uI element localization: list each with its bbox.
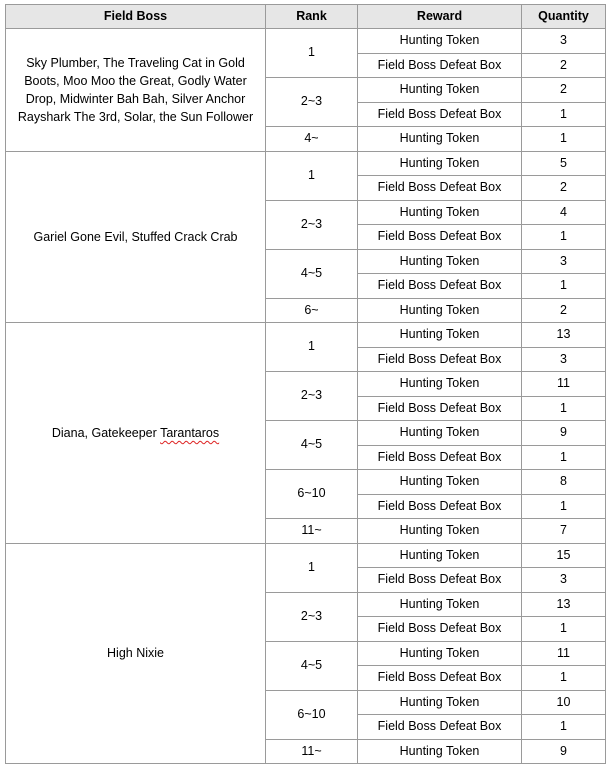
rank-cell: 4~5: [266, 249, 358, 298]
reward-cell: Hunting Token: [358, 200, 522, 225]
quantity-cell: 1: [522, 127, 606, 152]
rank-cell: 6~10: [266, 470, 358, 519]
quantity-cell: 1: [522, 715, 606, 740]
reward-cell: Field Boss Defeat Box: [358, 666, 522, 691]
reward-cell: Hunting Token: [358, 641, 522, 666]
quantity-cell: 8: [522, 470, 606, 495]
quantity-cell: 1: [522, 494, 606, 519]
reward-cell: Field Boss Defeat Box: [358, 568, 522, 593]
reward-cell: Hunting Token: [358, 421, 522, 446]
table-row: [6, 29, 606, 54]
quantity-cell: 10: [522, 690, 606, 715]
header-quantity: Quantity: [522, 5, 606, 29]
rank-cell: 2~3: [266, 592, 358, 641]
reward-cell: Hunting Token: [358, 592, 522, 617]
quantity-cell: 1: [522, 666, 606, 691]
reward-cell: Field Boss Defeat Box: [358, 176, 522, 201]
rank-cell: 4~5: [266, 641, 358, 690]
rank-cell: 1: [266, 543, 358, 592]
quantity-cell: 11: [522, 372, 606, 397]
reward-cell: Field Boss Defeat Box: [358, 396, 522, 421]
reward-cell: Hunting Token: [358, 323, 522, 348]
quantity-cell: 2: [522, 298, 606, 323]
reward-cell: Hunting Token: [358, 690, 522, 715]
field-boss-name: High Nixie: [107, 646, 164, 661]
quantity-cell: 4: [522, 200, 606, 225]
reward-cell: Hunting Token: [358, 127, 522, 152]
rank-cell: 4~: [266, 127, 358, 152]
header-field-boss: Field Boss: [6, 5, 266, 29]
rank-cell: 6~10: [266, 690, 358, 739]
quantity-cell: 3: [522, 347, 606, 372]
quantity-cell: 2: [522, 78, 606, 103]
reward-cell: Hunting Token: [358, 543, 522, 568]
quantity-cell: 1: [522, 225, 606, 250]
reward-cell: Field Boss Defeat Box: [358, 347, 522, 372]
quantity-cell: 9: [522, 421, 606, 446]
quantity-cell: 2: [522, 176, 606, 201]
rank-cell: 11~: [266, 519, 358, 544]
reward-cell: Field Boss Defeat Box: [358, 494, 522, 519]
quantity-cell: 3: [522, 249, 606, 274]
reward-cell: Hunting Token: [358, 372, 522, 397]
spellcheck-flagged-word: Tarantaros: [160, 425, 220, 440]
rank-cell: 1: [266, 323, 358, 372]
reward-cell: Field Boss Defeat Box: [358, 53, 522, 78]
reward-cell: Hunting Token: [358, 151, 522, 176]
reward-cell: Hunting Token: [358, 29, 522, 54]
field-boss-name: Gariel Gone Evil, Stuffed Crack Crab: [33, 229, 238, 244]
field-boss-name: Diana, Gatekeeper: [51, 425, 161, 440]
table-row: [6, 151, 606, 176]
quantity-cell: 1: [522, 274, 606, 299]
quantity-cell: 13: [522, 323, 606, 348]
rank-cell: 6~: [266, 298, 358, 323]
reward-cell: Field Boss Defeat Box: [358, 445, 522, 470]
header-reward: Reward: [358, 5, 522, 29]
quantity-cell: 7: [522, 519, 606, 544]
quantity-cell: 1: [522, 396, 606, 421]
rank-cell: 2~3: [266, 372, 358, 421]
reward-cell: Field Boss Defeat Box: [358, 274, 522, 299]
reward-cell: Field Boss Defeat Box: [358, 715, 522, 740]
field-boss-cell: [6, 543, 266, 764]
field-boss-name: Sky Plumber, The Traveling Cat in Gold Boots, Moo Moo the Great, Godly Water Drop, Midwinter Bah Bah, Silver Anchor Rayshark The 3rd, Solar, the Sun Follower: [17, 55, 254, 124]
quantity-cell: 13: [522, 592, 606, 617]
quantity-cell: 1: [522, 617, 606, 642]
quantity-cell: 5: [522, 151, 606, 176]
quantity-cell: 2: [522, 53, 606, 78]
field-boss-reward-table: [5, 4, 606, 764]
reward-cell: Hunting Token: [358, 739, 522, 764]
reward-cell: Field Boss Defeat Box: [358, 102, 522, 127]
quantity-cell: 11: [522, 641, 606, 666]
table-row: [6, 323, 606, 348]
reward-cell: Hunting Token: [358, 249, 522, 274]
reward-cell: Hunting Token: [358, 519, 522, 544]
rank-cell: 4~5: [266, 421, 358, 470]
table-row: [6, 543, 606, 568]
quantity-cell: 15: [522, 543, 606, 568]
quantity-cell: 3: [522, 29, 606, 54]
rank-cell: 1: [266, 29, 358, 78]
reward-cell: Hunting Token: [358, 298, 522, 323]
reward-cell: Hunting Token: [358, 78, 522, 103]
rank-cell: 1: [266, 151, 358, 200]
quantity-cell: 9: [522, 739, 606, 764]
rank-cell: 11~: [266, 739, 358, 764]
header-rank: Rank: [266, 5, 358, 29]
rank-cell: 2~3: [266, 200, 358, 249]
reward-cell: Field Boss Defeat Box: [358, 225, 522, 250]
quantity-cell: 1: [522, 102, 606, 127]
reward-cell: Field Boss Defeat Box: [358, 617, 522, 642]
quantity-cell: 3: [522, 568, 606, 593]
field-boss-cell: [6, 323, 266, 544]
header-row: [6, 5, 606, 29]
rank-cell: 2~3: [266, 78, 358, 127]
reward-cell: Hunting Token: [358, 470, 522, 495]
field-boss-cell: [6, 151, 266, 323]
quantity-cell: 1: [522, 445, 606, 470]
field-boss-cell: [6, 29, 266, 152]
